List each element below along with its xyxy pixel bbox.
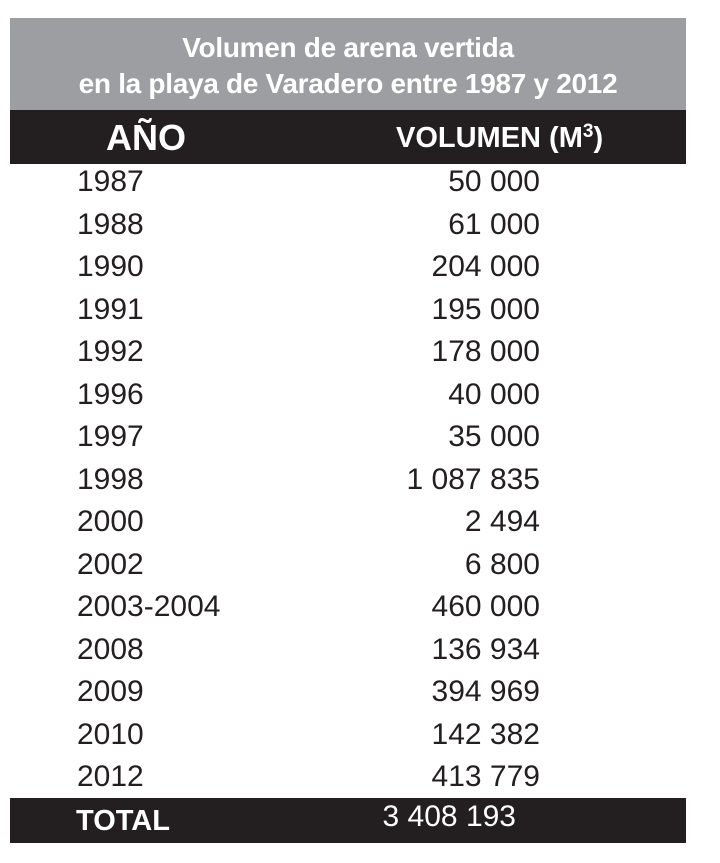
table-row (0, 204, 720, 247)
column-header-row (10, 110, 686, 164)
table-row (0, 714, 720, 757)
table-row (0, 671, 720, 714)
cell-volume: 460 000 (431, 590, 540, 623)
cell-volume: 6 800 (464, 547, 540, 581)
table-row (0, 374, 720, 417)
cell-year: 1998 (77, 462, 144, 496)
column-header-volume (396, 120, 603, 156)
cell-year: 1991 (77, 292, 144, 326)
cell-volume: 413 779 (431, 760, 540, 793)
cell-year: 2002 (77, 547, 144, 581)
total-row (10, 798, 686, 843)
cell-volume: 394 969 (431, 675, 540, 708)
cell-volume: 40 000 (448, 377, 540, 411)
title-line-1: Volumen de arena vertida (182, 32, 514, 63)
cell-volume: 1 087 835 (406, 462, 540, 496)
table-row (0, 586, 720, 629)
cell-year: 2009 (77, 675, 144, 708)
table-row (0, 416, 720, 459)
table-row (0, 161, 720, 204)
cell-volume: 35 000 (448, 420, 540, 453)
table-body (0, 161, 720, 799)
cell-volume: 195 000 (431, 292, 540, 326)
column-header-volume-close: ) (593, 122, 604, 154)
cell-volume: 50 000 (448, 165, 540, 198)
cell-volume: 204 000 (431, 250, 540, 283)
cell-year: 1996 (77, 377, 144, 411)
title-line-2: en la playa de Varadero entre 1987 y 2012 (78, 68, 618, 99)
cell-volume: 2 494 (464, 505, 540, 538)
cell-year: 1987 (77, 165, 144, 198)
cell-year: 2008 (77, 632, 144, 666)
cell-year: 1992 (77, 335, 144, 368)
cell-year: 2000 (77, 505, 144, 538)
cell-year: 2010 (77, 717, 144, 751)
cell-year: 1988 (77, 207, 144, 241)
cell-volume: 61 000 (448, 207, 540, 241)
column-header-volume-text: VOLUMEN (M (396, 122, 583, 154)
table-row (0, 331, 720, 374)
cell-volume: 136 934 (431, 632, 540, 666)
cell-year: 1997 (77, 420, 144, 453)
table-row (0, 544, 720, 587)
cell-volume: 142 382 (431, 717, 540, 751)
column-header-volume-exponent: 3 (582, 121, 594, 142)
cell-volume: 178 000 (431, 335, 540, 368)
cell-year: 2012 (77, 760, 144, 793)
table-row (0, 501, 720, 544)
table-row (0, 289, 720, 332)
column-header-year: AÑO (106, 117, 186, 158)
table-row (0, 459, 720, 502)
table-row (0, 629, 720, 672)
cell-year: 1990 (77, 250, 144, 283)
table-row (0, 246, 720, 289)
total-label: TOTAL (76, 805, 170, 837)
table-row (0, 756, 720, 799)
table-title (10, 18, 686, 110)
cell-year: 2003-2004 (77, 590, 221, 623)
total-value: 3 408 193 (382, 800, 516, 833)
